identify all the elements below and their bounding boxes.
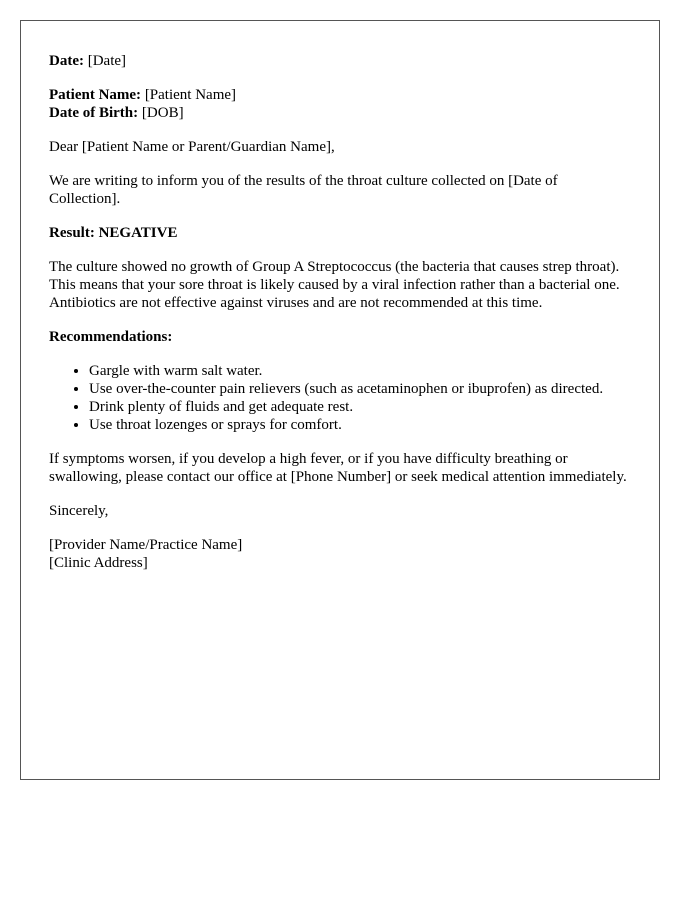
- salutation: Dear [Patient Name or Parent/Guardian Name],: [49, 139, 335, 155]
- list-item: • Use throat lozenges or sprays for comfort.: [89, 416, 631, 434]
- result-line: [49, 224, 631, 242]
- clinic-address: [Clinic Address]: [49, 555, 148, 571]
- patient-name-label: Patient Name:: [49, 87, 142, 103]
- date-of-birth-line: [49, 104, 631, 122]
- patient-name-value: [Patient Name]: [141, 87, 237, 103]
- list-item: • Gargle with warm salt water.: [89, 362, 631, 380]
- patient-name-line: [49, 86, 631, 104]
- recommendations-list: [49, 362, 631, 434]
- result-value: NEGATIVE: [94, 225, 178, 241]
- date-line: [49, 52, 631, 70]
- intro-paragraph: We are writing to inform you of the results of the throat culture collected on [Date of Collection].: [49, 173, 558, 207]
- explanation-paragraph: The culture showed no growth of Group A Streptococcus (the bacteria that causes strep throat). This means that your sore throat is likely caused by a viral infection rather than a bacterial one. Antibiotics are not effective against viruses and are not recommended at this time.: [49, 259, 620, 311]
- result-label: Result:: [49, 225, 95, 241]
- letter: [20, 20, 660, 780]
- list-item: • Drink plenty of fluids and get adequate rest.: [89, 398, 631, 416]
- date-of-birth-label: Date of Birth:: [49, 105, 139, 121]
- warning-paragraph: If symptoms worsen, if you develop a high fever, or if you have difficulty breathing or swallowing, please contact our office at [Phone Number] or seek medical attention immediately.: [49, 451, 627, 485]
- closing: Sincerely,: [49, 503, 109, 519]
- date-value: [Date]: [83, 53, 127, 69]
- provider-name: [Provider Name/Practice Name]: [49, 537, 243, 553]
- date-of-birth-value: [DOB]: [138, 105, 184, 121]
- recommendations-heading: Recommendations:: [49, 329, 173, 345]
- list-item: • Use over-the-counter pain relievers (such as acetaminophen or ibuprofen) as directed.: [89, 380, 631, 398]
- date-label: Date:: [49, 53, 84, 69]
